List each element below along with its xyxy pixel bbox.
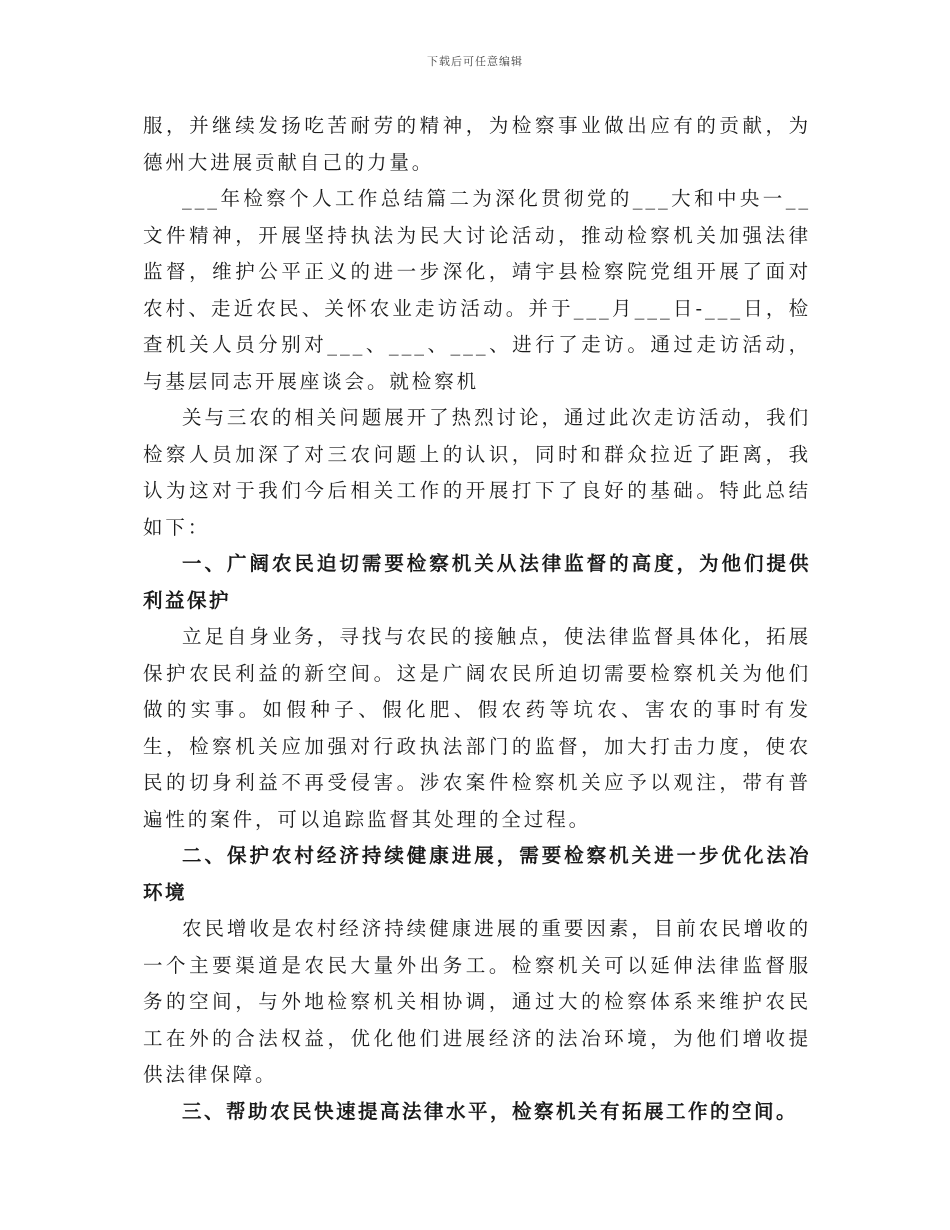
- paragraph-section-2: 农民增收是农村经济持续健康进展的重要因素，目前农民增收的一个主要渠道是农民大量外出务工。检察机关可以延伸法律监督服务的空间，与外地检察机关相协调，通过大的检察体系来维护农民工在外的合法权益，优化他们进展经济的法冶环境，为他们增收提供法律保障。: [143, 917, 811, 1086]
- document-body: [143, 108, 811, 1130]
- paragraph-discussion: 关与三农的相关问题展开了热烈讨论，通过此次走访活动，我们检察人员加深了对三农问题上的认识，同时和群众拉近了距离，我认为这对于我们今后相关工作的开展打下了良好的基础。特此总结如下：: [143, 406, 811, 539]
- page-header-note: 下载后可任意编辑: [427, 55, 523, 68]
- paragraph-intro: ___年检察个人工作总结篇二为深化贯彻党的___大和中央一__文件精神，开展坚持执法为民大讨论活动，推动检察机关加强法律监督，维护公平正义的进一步深化，靖宇县检察院党组开展了面对农村、走近农民、关怀农业走访活动。并于___月___日-___日，检查机关人员分别对___、___、___、进行了走访。通过走访活动，与基层同志开展座谈会。就检察机: [143, 187, 811, 393]
- section-heading-3: 三、帮助农民快速提高法律水平，检察机关有拓展工作的空间。: [182, 1099, 799, 1123]
- section-heading-1: 一、广阔农民迫切需要检察机关从法律监督的高度，为他们提供利益保护: [143, 552, 811, 612]
- paragraph-continuation: 服，并继续发扬吃苦耐劳的精神，为检察事业做出应有的贡献，为德州大进展贡献自己的力量。: [143, 114, 811, 174]
- paragraph-section-1: 立足自身业务，寻找与农民的接触点，使法律监督具体化，拓展保护农民利益的新空间。这是广阔农民所迫切需要检察机关为他们做的实事。如假种子、假化肥、假农药等坑农、害农的事时有发生，检察机关应加强对行政执法部门的监督，加大打击力度，使农民的切身利益不再受侵害。涉农案件检察机关应予以观注，带有普遍性的案件，可以追踪监督其处理的全过程。: [143, 625, 811, 831]
- section-heading-2: 二、保护农村经济持续健康进展，需要检察机关进一步优化法冶环境: [143, 844, 811, 904]
